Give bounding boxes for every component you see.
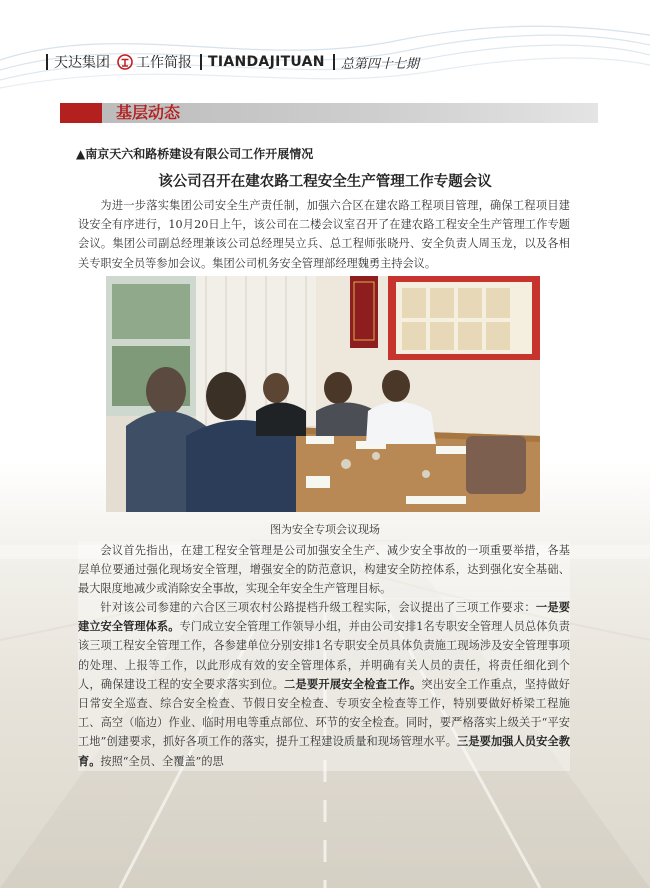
requirement-1-text: 专门成立安全管理工作领导小组，并由公司安排1名专职安全管理人员总体负责该三项工程安全管理工作，各参建单位分别安排1名专职安全员具体负责施工现场涉及安全管理事项的处理、上报等工作，以此形成有效的安全管理体系，并明确有关人员的责任，将责任细化到个人，确保建设工程的安全要求落实到位。	[78, 620, 570, 691]
company-name: 天达集团	[54, 55, 110, 71]
header-bar	[46, 52, 419, 72]
requirement-1-heading: 一是要建立安全管理体系。	[78, 600, 570, 634]
publication-name: 工作简报	[136, 55, 192, 71]
photo-caption: 图为安全专项会议现场	[270, 523, 380, 536]
article-paragraph: 为进一步落实集团公司安全生产责任制，加强六合区在建农路工程项目管理，确保工程项目建设安全有序进行，10月20日上午，该公司在二楼会议室召开了在建农路工程安全生产管理工作专题会议。集团公司副总经理兼该公司总经理吴立兵、总工程师张晓丹、安全负责人周玉龙，以及各相关专职安全员等参加会议。集团公司机务安全管理部经理魏勇主持会议。	[78, 199, 570, 270]
header-divider	[333, 54, 335, 70]
article-paragraph: 会议首先指出，在建工程安全管理是公司加强安全生产、减少安全事故的一项重要举措，各基层单位要通过强化现场安全管理，增强安全的防范意识，构建安全防控体系，达到强化安全基础、最大限度地减少或消除安全事故，实现全年安全生产管理目标。	[78, 541, 570, 599]
article-paragraph-requirements	[78, 598, 570, 771]
latin-company-name: TIANDAJITUAN	[208, 54, 325, 70]
requirement-2-heading: 二是要开展安全检查工作。	[284, 676, 422, 691]
section-accent	[60, 103, 102, 123]
requirement-2-text: 突出安全工作重点，坚持做好日常安全巡查、综合安全检查、节假日安全检查、专项安全检查等工作，特别要做好桥梁工程施工、高空（临边）作业、临时用电等重点部位、环节的安全检查。同时，要严格落实上级关于“平安工地”创建要求，抓好各项工作的落实，提升工程建设质量和现场管理水平。	[78, 677, 570, 749]
article-title: 该公司召开在建农路工程安全生产管理工作专题会议	[158, 173, 492, 190]
requirements-lead: 针对该公司参建的六合区三项农村公路提档升级工程实际，会议提出了三项工作要求：	[100, 601, 536, 614]
meeting-photo-illustration	[106, 276, 540, 512]
issue-number: 总第四十七期	[340, 56, 419, 72]
article-subhead: ▲南京天六和路桥建设有限公司工作开展情况	[76, 147, 314, 161]
page-header	[0, 28, 650, 98]
tianda-logo-icon	[117, 54, 133, 70]
meeting-photo	[106, 276, 540, 512]
requirement-3-heading: 三是要加强人员安全教育。	[78, 734, 570, 768]
header-divider	[200, 54, 202, 70]
header-divider	[46, 54, 48, 70]
section-title: 基层动态	[116, 103, 181, 122]
requirement-3-text: 按照“全员、全覆盖”的思	[100, 754, 224, 768]
